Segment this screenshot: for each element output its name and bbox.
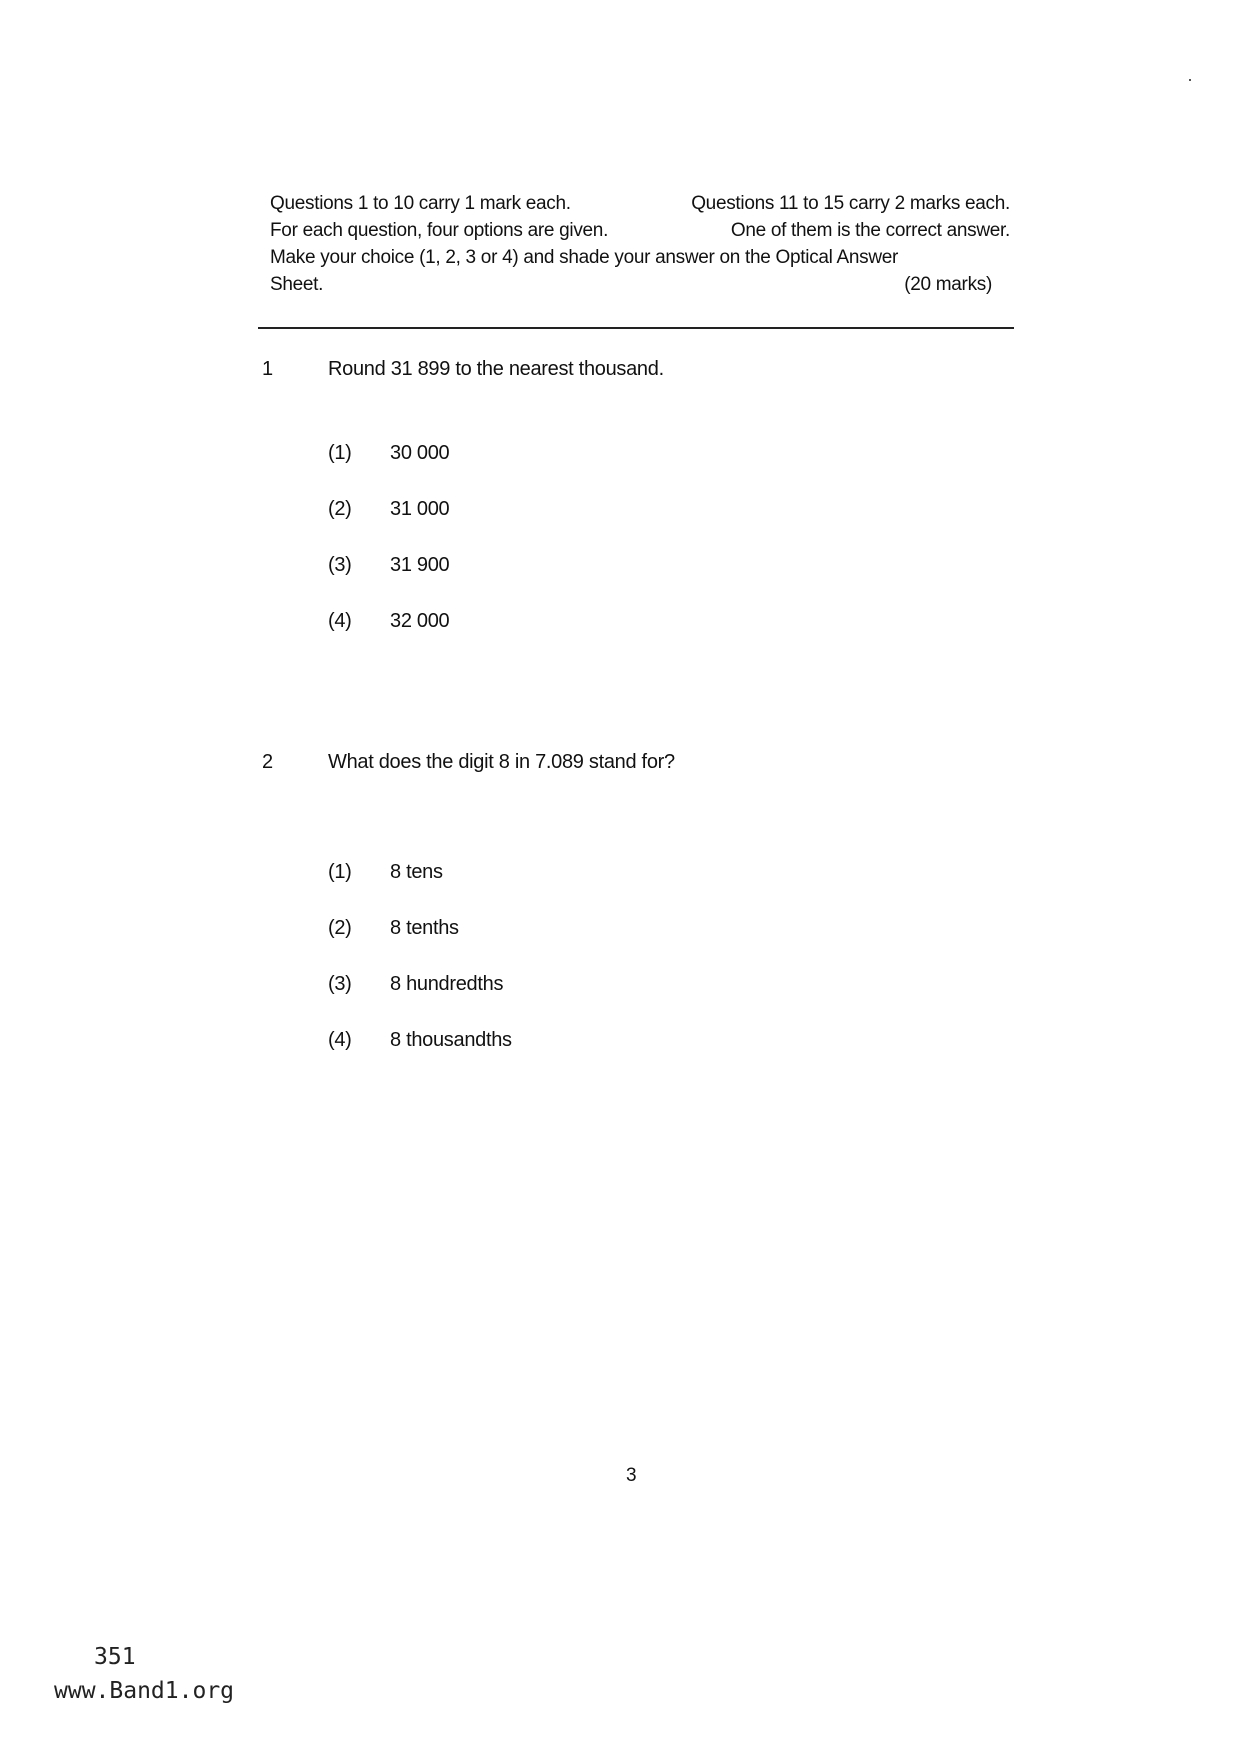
- instructions-line-4: [270, 271, 1010, 298]
- option-label: (1): [328, 861, 352, 883]
- option-text: 30 000: [390, 442, 450, 464]
- option-label: (2): [328, 917, 352, 939]
- question-text: What does the digit 8 in 7.089 stand for?: [328, 751, 675, 773]
- option-text: 8 tenths: [390, 917, 459, 939]
- option-text: 8 tens: [390, 861, 443, 883]
- option-text: 31 000: [390, 498, 450, 520]
- option-label: (3): [328, 554, 352, 576]
- instructions-text: Questions 1 to 10 carry 1 mark each.: [270, 193, 571, 214]
- instructions-text: One of them is the correct answer.: [730, 220, 1010, 241]
- footer: [54, 1640, 234, 1708]
- question-number: 1: [262, 358, 273, 380]
- instructions-text: Questions 11 to 15 carry 2 marks each.: [691, 193, 1010, 214]
- option-label: (2): [328, 498, 352, 520]
- option-label: (4): [328, 1029, 352, 1051]
- footer-number: 351: [94, 1644, 136, 1670]
- instructions-line-1: [270, 190, 1010, 217]
- question-number: 2: [262, 751, 273, 773]
- instructions-block: [270, 190, 1010, 298]
- scan-dot: [1189, 79, 1191, 81]
- option-text: 8 hundredths: [390, 973, 504, 995]
- instructions-line-3: [270, 244, 1010, 271]
- footer-website: www.Band1.org: [54, 1678, 235, 1704]
- option-text: 8 thousandths: [390, 1029, 512, 1051]
- instructions-text: For each question, four options are given.: [270, 220, 609, 241]
- option-text: 32 000: [390, 610, 450, 632]
- option-label: (1): [328, 442, 352, 464]
- instructions-text: Make your choice (1, 2, 3 or 4) and shade your answer on the Optical Answer: [270, 247, 899, 268]
- question-text: Round 31 899 to the nearest thousand.: [328, 358, 664, 380]
- option-label: (3): [328, 973, 352, 995]
- marks-total: (20 marks): [904, 274, 992, 295]
- option-label: (4): [328, 610, 352, 632]
- option-text: 31 900: [390, 554, 450, 576]
- instructions-text: Sheet.: [270, 274, 324, 295]
- page-number: 3: [626, 1465, 637, 1486]
- divider-rule: [258, 327, 1014, 329]
- instructions-line-2: [270, 217, 1010, 244]
